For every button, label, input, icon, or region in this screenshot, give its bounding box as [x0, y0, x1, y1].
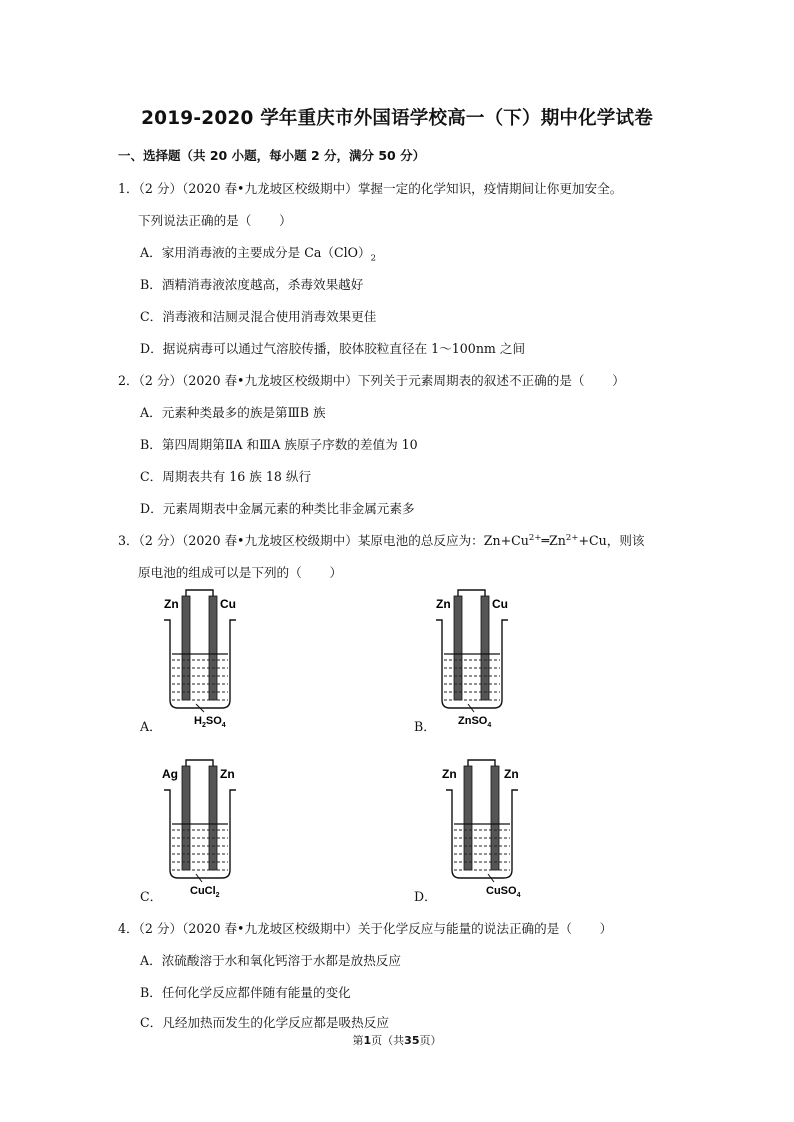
electrode-left-a: Zn	[164, 597, 179, 611]
question-3-option-a-label: A．	[140, 719, 162, 734]
solution-c: CuCl$_2$	[190, 885, 220, 899]
question-1-option-c: C．消毒液和洁厕灵混合使用消毒效果更佳	[140, 309, 377, 324]
solution-b: ZnSO$_4$	[458, 715, 492, 729]
question-3-option-c-label: C．	[140, 889, 163, 904]
question-2-stem: 2．（2 分）（2020 春•九龙坡区校级期中）下列关于元素周期表的叙述不正确的是（ ）	[118, 373, 625, 388]
beaker-diagram-d	[442, 758, 552, 900]
section-heading: 一、选择题（共 20 小题，每小题 2 分，满分 50 分）	[118, 148, 426, 163]
question-2-option-c: C．周期表共有 16 族 18 纵行	[140, 469, 312, 484]
beaker-diagram-b	[432, 588, 542, 730]
electrode-left-d: Zn	[442, 767, 457, 781]
question-1-option-a: A．家用消毒液的主要成分是 $Ca(ClO)_2$	[140, 245, 376, 264]
question-4-option-b: B．任何化学反应都伴随有能量的变化	[140, 985, 351, 1000]
question-3-stem: 3．（2 分）（2020 春•九龙坡区校级期中）某原电池的总反应为：$Zn+Cu^{2+}═Zn^{2+}+Cu$，则该	[118, 532, 645, 548]
question-3-option-d-label: D．	[414, 889, 437, 904]
solution-a: $H_2SO_4$	[194, 715, 226, 729]
question-2-option-a: A．元素种类最多的族是第ⅢB 族	[140, 405, 326, 420]
question-2-option-d: D．元素周期表中金属元素的种类比非金属元素多	[140, 501, 415, 516]
page-number: 1	[363, 1034, 372, 1047]
electrode-right-b: Cu	[492, 597, 508, 611]
solution-d: CuSO$_4$	[486, 885, 521, 899]
electrode-right-c: Zn	[220, 767, 235, 781]
page-footer: 第1页（共35页）	[352, 1034, 442, 1047]
electrode-right-a: Cu	[220, 597, 236, 611]
question-4-option-c: C．凡经加热而发生的化学反应都是吸热反应	[140, 1015, 389, 1030]
question-2-option-b: B．第四周期第ⅡA 和ⅢA 族原子序数的差值为 10	[140, 437, 418, 452]
question-1-option-d: D．据说病毒可以通过气溶胶传播，胶体胶粒直径在 1～100nm 之间	[140, 341, 526, 356]
beaker-diagram-a	[160, 588, 270, 730]
question-4-stem: 4．（2 分）（2020 春•九龙坡区校级期中）关于化学反应与能量的说法正确的是（ ）	[118, 921, 613, 936]
page-title: 2019-2020 学年重庆市外国语学校高一（下）期中化学试卷	[141, 108, 653, 129]
question-1-stem: 1．（2 分）（2020 春•九龙坡区校级期中）掌握一定的化学知识，疫情期间让你更加安全。	[118, 181, 623, 196]
question-3-option-b-label: B．	[414, 719, 436, 734]
question-1-option-b: B．酒精消毒液浓度越高，杀毒效果越好	[140, 277, 364, 292]
question-3-stem-cont: 原电池的组成可以是下列的（ ）	[138, 565, 343, 580]
beaker-diagram-c	[160, 758, 270, 900]
question-1-stem-cont: 下列说法正确的是（ ）	[138, 213, 292, 228]
electrode-left-c: Ag	[162, 767, 178, 781]
question-4-option-a: A．浓硫酸溶于水和氧化钙溶于水都是放热反应	[140, 953, 401, 968]
electrode-left-b: Zn	[436, 597, 451, 611]
page-total: 35	[404, 1034, 420, 1047]
electrode-right-d: Zn	[504, 767, 519, 781]
